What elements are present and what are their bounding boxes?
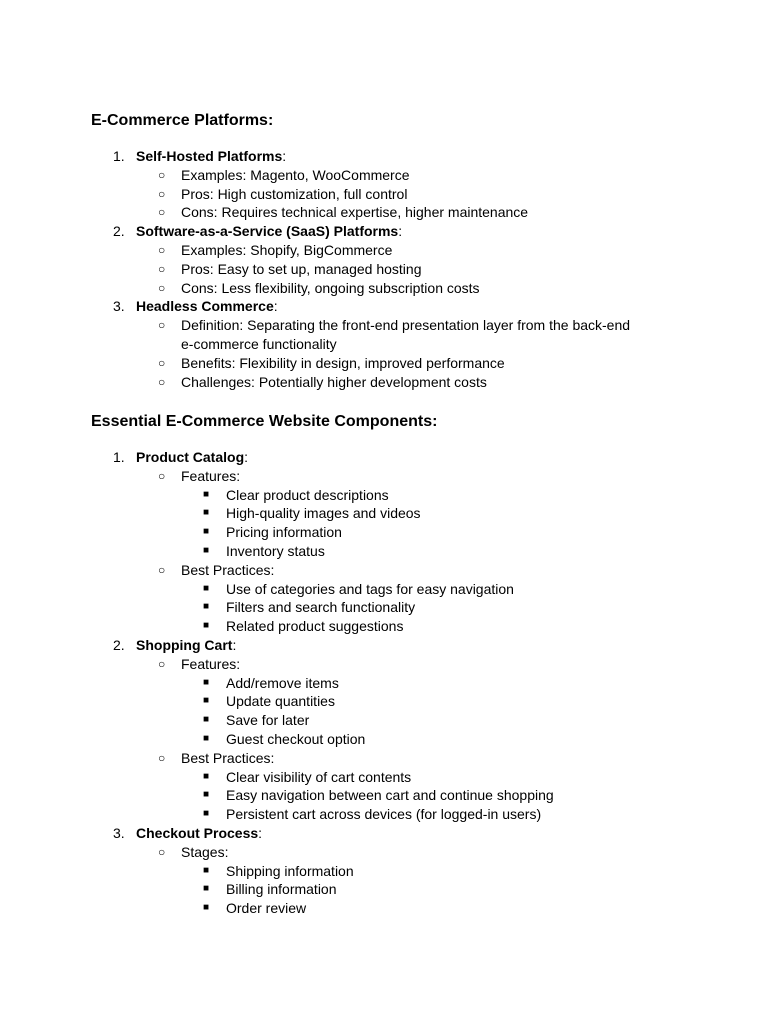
sub-list-item-marker: ○ [158,656,166,671]
list-item-level1 [0,147,768,166]
sub-list-item [0,749,768,768]
bullet-item-text: Billing information [226,881,337,898]
sub-list-item [0,655,768,674]
bullet-item-text: Add/remove items [226,674,339,691]
list-item-colon: : [232,636,237,653]
list-item-level1-text [136,222,402,241]
bullet-item [0,674,768,693]
bullet-item-text: Clear visibility of cart contents [226,768,412,785]
sub-list-item-text: Best Practices: [181,749,275,766]
list-item-level1-text [136,636,236,655]
bullet-item-marker: ■ [203,676,210,688]
list-item-title: Product Catalog [136,449,245,465]
bullet-item-text: Persistent cart across devices (for logged-in users) [226,806,542,823]
bullet-item-text: Easy navigation between cart and continue shopping [226,787,554,804]
list-item-level1 [0,824,768,843]
sub-list-item-text: Pros: High customization, full control [181,185,408,202]
bullet-item-text: Pricing information [226,524,342,541]
bullet-item-text: Save for later [226,712,310,729]
list-item-level1 [0,297,768,316]
sub-list-item-text: Features: [181,655,241,672]
sub-list-item-text: Stages: [181,843,229,860]
sub-list-item [0,467,768,486]
bullet-item [0,523,768,542]
bullet-item-marker: ■ [203,695,210,707]
sub-list-item-marker: ○ [158,280,166,295]
sub-list-item [0,316,768,354]
bullet-item [0,598,768,617]
sub-list-item-text: Pros: Easy to set up, managed hosting [181,260,422,277]
bullet-item [0,711,768,730]
list-item-title: Checkout Process [136,824,259,841]
bullet-item-marker: ■ [203,789,210,801]
bullet-item [0,768,768,787]
bullet-item [0,899,768,918]
bullet-item [0,486,768,505]
sub-list-item [0,561,768,580]
list-item-level1-marker: 3. [113,824,125,841]
bullet-item-marker: ■ [203,902,210,914]
bullet-item [0,786,768,805]
bullet-item-marker: ■ [203,582,210,594]
bullet-item-text: Clear product descriptions [226,486,389,503]
sub-list-item [0,373,768,392]
bullet-item [0,617,768,636]
sub-list-item-marker: ○ [158,844,166,859]
list-item-level1-text [136,824,262,843]
list-item-level1-marker: 2. [113,223,125,240]
sub-list-item [0,354,768,373]
section-heading-website-components: Essential E-Commerce Website Components: [91,413,438,430]
list-item-level1-marker: 3. [113,298,125,315]
sub-list-item [0,203,768,222]
bullet-item-text: Order review [226,900,307,917]
list-item-colon: : [244,449,249,465]
section-heading-ecommerce-platforms: E-Commerce Platforms: [91,112,274,129]
list-item-colon: : [398,223,403,240]
bullet-item [0,580,768,599]
list-item-title: Self-Hosted Platforms [136,148,283,164]
bullet-item-marker: ■ [203,808,210,820]
bullet-item-marker: ■ [203,732,210,744]
bullet-item-text: Use of categories and tags for easy navigation [226,580,514,597]
bullet-item-text: Inventory status [226,542,325,559]
bullet-item [0,880,768,899]
bullet-item [0,504,768,523]
bullet-item [0,862,768,881]
sub-list-item-text: Definition: Separating the front-end presentation layer from the back-end e-commerce functionality [181,317,631,352]
list-item-title: Software-as-a-Service (SaaS) Platforms [136,223,399,240]
sub-list-item-marker: ○ [158,374,166,389]
bullet-item-marker: ■ [203,526,210,538]
sub-list-item-marker: ○ [158,355,166,370]
list-item-colon: : [282,148,287,164]
sub-list-item [0,241,768,260]
sub-list-item-text: Benefits: Flexibility in design, improved performance [181,354,505,371]
components-list [0,448,768,918]
sub-list-item-marker: ○ [158,318,166,333]
bullet-item-marker: ■ [203,507,210,519]
sub-list-item-text: Features: [181,467,241,484]
bullet-item-text: Update quantities [226,693,335,710]
list-item-level1-text [136,147,286,166]
bullet-item [0,542,768,561]
list-item-level1 [0,636,768,655]
bullet-item-text: Shipping information [226,862,354,879]
list-item-colon: : [273,298,278,315]
sub-list-item-marker: ○ [158,468,166,483]
list-item-title: Shopping Cart [136,636,233,653]
sub-list-item-marker: ○ [158,562,166,577]
sub-list-item-text: Examples: Shopify, BigCommerce [181,241,393,258]
sub-list-item-marker: ○ [158,186,166,201]
bullet-item-marker: ■ [203,770,210,782]
list-item-level1 [0,448,768,467]
bullet-item-marker: ■ [203,488,210,500]
sub-list-item-marker: ○ [158,261,166,276]
list-item-level1-text [136,448,248,467]
sub-list-item [0,260,768,279]
bullet-item-marker: ■ [203,714,210,726]
bullet-item-marker: ■ [203,864,210,876]
sub-list-item-text: Cons: Less flexibility, ongoing subscription costs [181,279,480,296]
platforms-list [0,147,768,391]
bullet-item-marker: ■ [203,601,210,613]
list-item-level1-marker: 1. [113,148,125,164]
sub-list-item-text: Challenges: Potentially higher development costs [181,373,487,390]
sub-list-item-marker: ○ [158,242,166,257]
list-item-level1-marker: 1. [113,449,125,465]
sub-list-item-text: Cons: Requires technical expertise, higher maintenance [181,204,529,221]
sub-list-item-marker: ○ [158,205,166,220]
sub-list-item [0,185,768,204]
bullet-item-text: Related product suggestions [226,618,404,635]
bullet-item-marker: ■ [203,883,210,895]
sub-list-item [0,843,768,862]
list-item-level1 [0,222,768,241]
bullet-item-marker: ■ [203,544,210,556]
bullet-item-marker: ■ [203,620,210,632]
sub-list-item [0,279,768,298]
sub-list-item-marker: ○ [158,167,166,182]
sub-list-item-text: Best Practices: [181,561,275,578]
list-item-colon: : [258,824,263,841]
sub-list-item-text: Examples: Magento, WooCommerce [181,166,410,183]
bullet-item-text: High-quality images and videos [226,505,421,522]
bullet-item [0,730,768,749]
bullet-item [0,692,768,711]
sub-list-item-marker: ○ [158,750,166,765]
bullet-item [0,805,768,824]
list-item-level1-text [136,297,278,316]
list-item-title: Headless Commerce [136,298,274,315]
sub-list-item [0,166,768,185]
bullet-item-text: Guest checkout option [226,730,366,747]
list-item-level1-marker: 2. [113,636,125,653]
bullet-item-text: Filters and search functionality [226,599,416,616]
